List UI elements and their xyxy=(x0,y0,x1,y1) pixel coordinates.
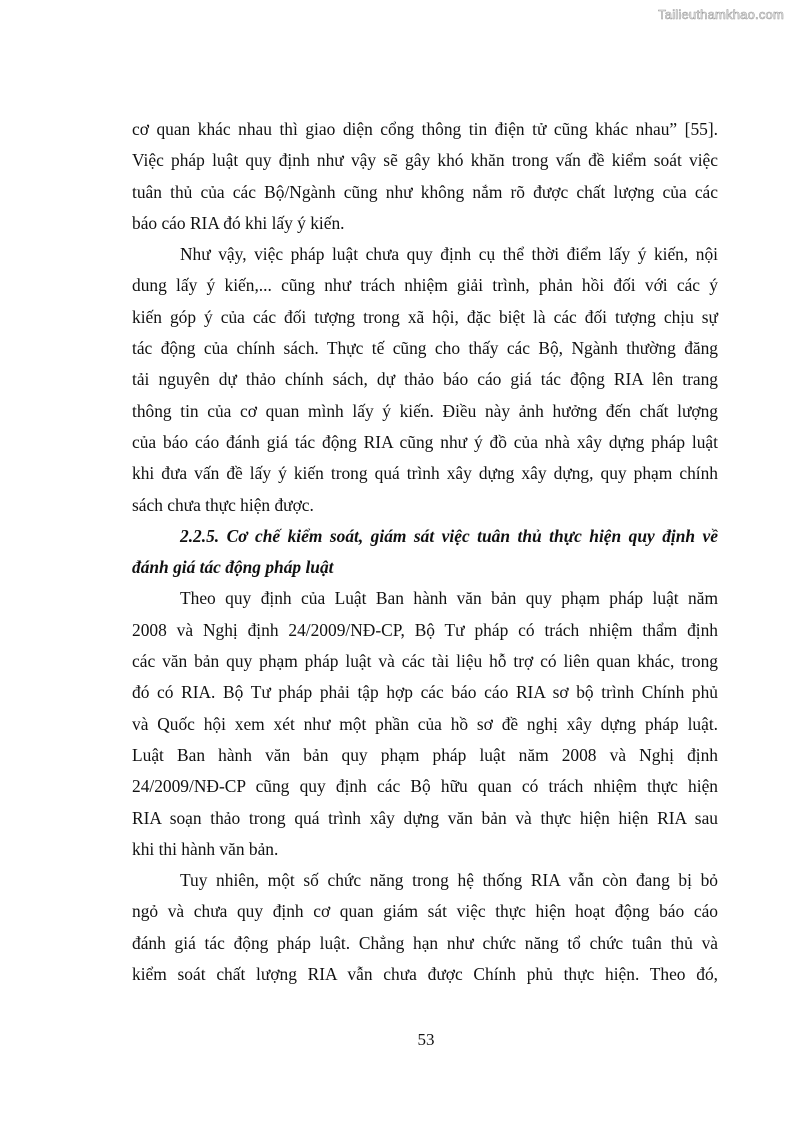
text-line: ngỏ và chưa quy định cơ quan giám sát việc thực hiện hoạt động báo cáo xyxy=(132,901,718,922)
text-line: Như vậy, việc pháp luật chưa quy định cụ thể thời điểm lấy ý kiến, nội xyxy=(180,244,718,265)
text-line: tác động của chính sách. Thực tế cũng cho thấy các Bộ, Ngành thường đăng xyxy=(132,338,718,359)
page-number: 53 xyxy=(417,1030,435,1049)
heading-line: đánh giá tác động pháp luật xyxy=(132,557,334,578)
text-line: Việc pháp luật quy định như vậy sẽ gây khó khăn trong vấn đề kiểm soát việc xyxy=(132,150,718,171)
text-line: cơ quan khác nhau thì giao diện cổng thông tin điện tử cũng khác nhau” [55]. xyxy=(132,119,718,139)
text-line: khi thi hành văn bản. xyxy=(132,838,279,859)
text-line: tuân thủ của các Bộ/Ngành cũng như không nắm rõ được chất lượng của các xyxy=(132,181,718,202)
text-line: RIA soạn thảo trong quá trình xây dựng văn bản và thực hiện hiện RIA sau xyxy=(132,807,718,828)
text-line: sách chưa thực hiện được. xyxy=(132,494,314,515)
text-line: tải nguyên dự thảo chính sách, dự thảo báo cáo giá tác động RIA lên trang xyxy=(132,369,718,390)
paragraph xyxy=(132,865,718,990)
text-line: dung lấy ý kiến,... cũng như trách nhiệm giải trình, phản hồi đối với các ý xyxy=(132,275,718,296)
text-line: kiến góp ý của các đối tượng trong xã hội, đặc biệt là các đối tượng chịu sự xyxy=(132,306,718,327)
watermark-text: Tailieuthamkhao.com xyxy=(658,7,784,22)
text-line: đánh giá tác động pháp luật. Chẳng hạn như chức năng tổ chức tuân thủ và xyxy=(132,932,718,953)
paragraph xyxy=(132,239,718,521)
text-line: Tuy nhiên, một số chức năng trong hệ thống RIA vẫn còn đang bị bỏ xyxy=(180,870,718,891)
text-line: khi đưa vấn đề lấy ý kiến trong quá trình xây dựng xây dựng, quy phạm chính xyxy=(132,463,718,484)
document-body xyxy=(132,114,718,990)
paragraph-continuation xyxy=(132,114,718,239)
text-line: của báo cáo đánh giá tác động RIA cũng như ý đồ của nhà xây dựng pháp luật xyxy=(132,431,718,452)
text-line: 24/2009/NĐ-CP cũng quy định các Bộ hữu quan có trách nhiệm thực hiện xyxy=(132,776,718,797)
text-line: Luật Ban hành văn bản quy phạm pháp luật năm 2008 và Nghị định xyxy=(132,744,718,765)
section-heading xyxy=(132,521,718,584)
text-line: báo cáo RIA đó khi lấy ý kiến. xyxy=(132,212,345,233)
text-line: Theo quy định của Luật Ban hành văn bản quy phạm pháp luật năm xyxy=(180,588,718,609)
heading-line: 2.2.5. Cơ chế kiểm soát, giám sát việc tuân thủ thực hiện quy định về xyxy=(180,525,718,546)
text-line: và Quốc hội xem xét như một phần của hồ sơ đề nghị xây dựng pháp luật. xyxy=(132,713,718,734)
text-line: thông tin của cơ quan mình lấy ý kiến. Điều này ảnh hưởng đến chất lượng xyxy=(132,400,718,421)
text-line: đó có RIA. Bộ Tư pháp phải tập hợp các báo cáo RIA sơ bộ trình Chính phủ xyxy=(132,682,718,703)
text-line: 2008 và Nghị định 24/2009/NĐ-CP, Bộ Tư pháp có trách nhiệm thẩm định xyxy=(132,619,718,640)
paragraph xyxy=(132,583,718,865)
text-line: kiểm soát chất lượng RIA vẫn chưa được Chính phủ thực hiện. Theo đó, xyxy=(132,964,718,985)
text-line: các văn bản quy phạm pháp luật và các tài liệu hỗ trợ có liên quan khác, trong xyxy=(132,651,718,672)
